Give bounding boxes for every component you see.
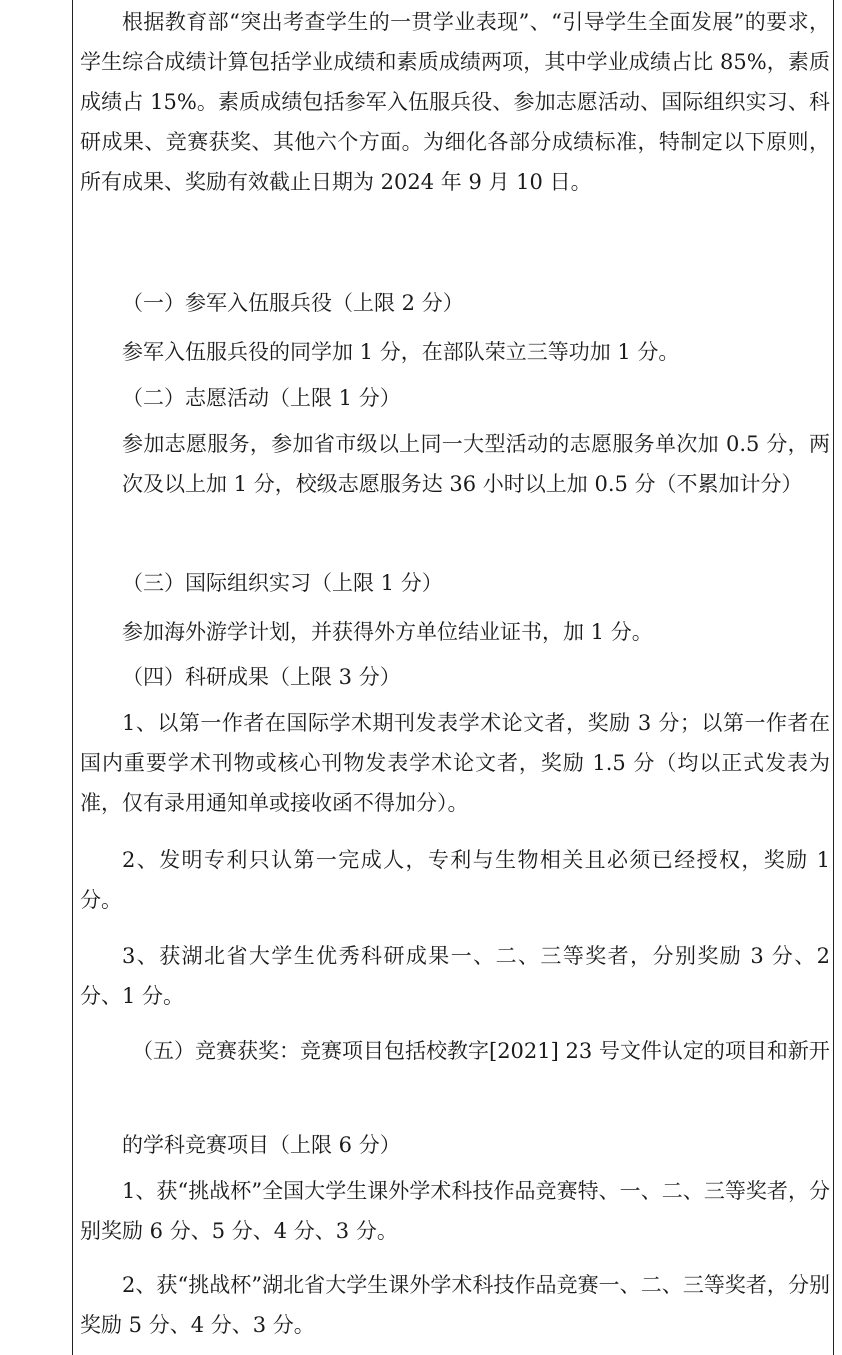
competition-rule-1: 1、获“挑战杯”全国大学生课外学术科技作品竞赛特、一、二、三等奖者，分别奖励 6 分、5 分、4 分、3 分。 [80,1179,830,1243]
section-heading-international: （三）国际组织实习（上限 1 分） [122,571,443,595]
competition-rule-2: 2、获“挑战杯”湖北省大学生课外学术科技作品竞赛一、二、三等奖者，分别奖励 5 分、4 分、3 分。 [80,1273,830,1337]
competition-heading-continued: 的学科竞赛项目（上限 6 分） [122,1133,401,1157]
volunteer-rule: 参加志愿服务，参加省市级以上同一大型活动的志愿服务单次加 0.5 分，两次及以上加 1 分，校级志愿服务达 36 小时以上加 0.5 分（不累加计分） [122,432,830,496]
research-rule-3: 3、获湖北省大学生优秀科研成果一、二、三等奖者，分别奖励 3 分、2 分、1 分。 [80,944,830,1008]
intro-paragraph: 根据教育部“突出考查学生的一贯学业表现”、“引导学生全面发展”的要求，学生综合成绩计算包括学业成绩和素质成绩两项，其中学业成绩占比 85%，素质成绩占 15%。素质成绩包括参军入伍服兵役、参加志愿活动、国际组织实习、科研成果、竞赛获奖、其他六个方面。为细化各部分成绩标准，特制定以下原则，所有成果、奖励有效截止日期为 2024 年 9 月 10 日。 [80,10,830,194]
section-heading-military: （一）参军入伍服兵役（上限 2 分） [122,291,464,315]
section-heading-competition: （五）竞赛获奖：竞赛项目包括校教字[2021] 23 号文件认定的项目和新开 [132,1039,830,1063]
international-rule: 参加海外游学计划，并获得外方单位结业证书，加 1 分。 [122,620,653,644]
section-heading-research: （四）科研成果（上限 3 分） [122,665,401,689]
section-heading-volunteer: （二）志愿活动（上限 1 分） [122,386,401,410]
research-rule-1: 1、以第一作者在国际学术期刊发表学术论文者，奖励 3 分；以第一作者在国内重要学术刊物或核心刊物发表学术论文者，奖励 1.5 分（均以正式发表为准，仅有录用通知单或接收函不得加分）。 [80,711,830,815]
military-rule: 参军入伍服兵役的同学加 1 分，在部队荣立三等功加 1 分。 [122,340,680,364]
research-rule-2: 2、发明专利只认第一完成人，专利与生物相关且必须已经授权，奖励 1 分。 [80,848,830,912]
